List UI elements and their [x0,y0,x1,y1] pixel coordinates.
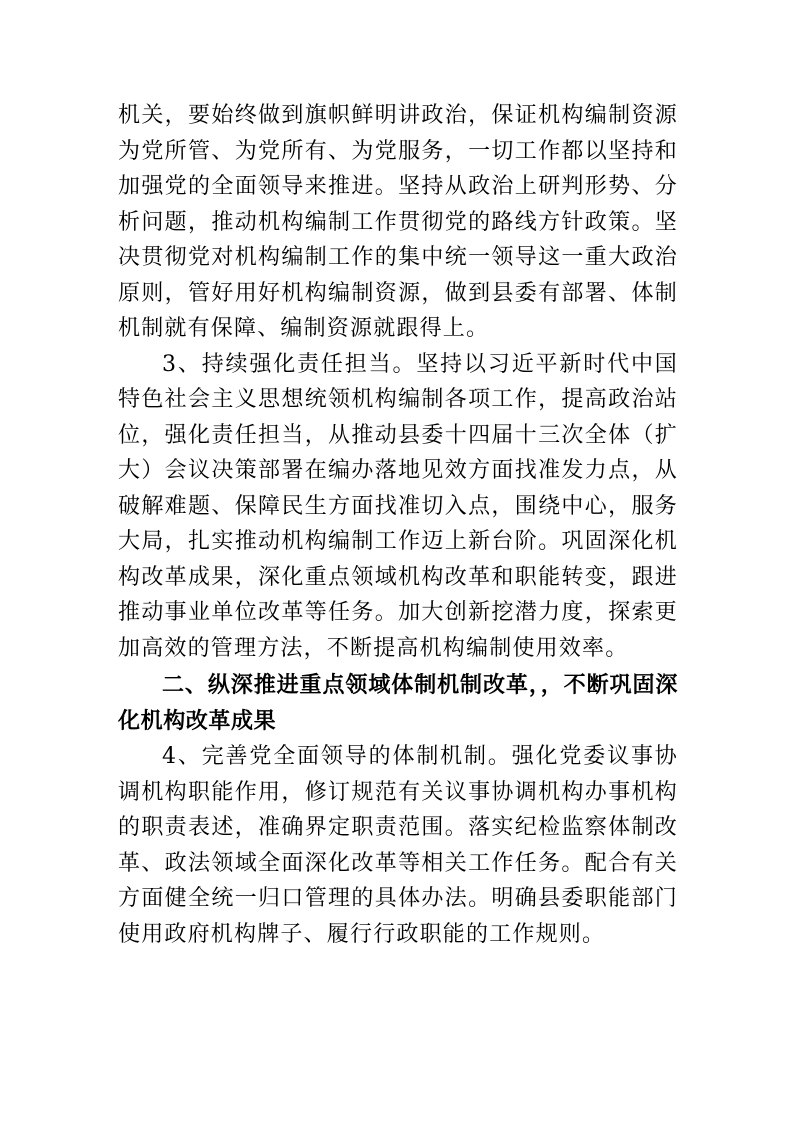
paragraph-continuation: 机关，要始终做到旗帜鲜明讲政治，保证机构编制资源为党所管、为党所有、为党服务，一切工作都以坚持和加强党的全面领导来推进。坚持从政治上研判形势、分析问题，推动机构编制工作贯彻党的路线方针政策。坚决贯彻党对机构编制工作的集中统一领导这一重大政治原则，管好用好机构编制资源，做到县委有部署、体制机制就有保障、编制资源就跟得上。 [118,103,678,341]
paragraph-item-4: 4、完善党全面领导的体制机制。强化党委议事协调机构职能作用，修订规范有关议事协调机构办事机构的职责表述，准确界定职责范围。落实纪检监察体制改革、政法领域全面深化改革等相关工作任务。配合有关方面健全统一归口管理的具体办法。明确县委职能部门使用政府机构牌子、履行行政职能的工作规则。 [118,744,678,947]
document-page [118,98,678,952]
paragraph-item-3: 3、持续强化责任担当。坚持以习近平新时代中国特色社会主义思想统领机构编制各项工作，提高政治站位，强化责任担当，从推动县委十四届十三次全体（扩大）会议决策部署在编办落地见效方面找准发力点，从破解难题、保障民生方面找准切入点，围绕中心，服务大局，扎实推动机构编制工作迈上新台阶。巩固深化机构改革成果，深化重点领域机构改革和职能转变，跟进推动事业单位改革等任务。加大创新挖潜力度，探索更加高效的管理方法，不断提高机构编制使用效率。 [118,351,678,661]
section-heading-2: 二、纵深推进重点领域体制机制改革，，不断巩固深化机构改革成果 [118,673,678,734]
